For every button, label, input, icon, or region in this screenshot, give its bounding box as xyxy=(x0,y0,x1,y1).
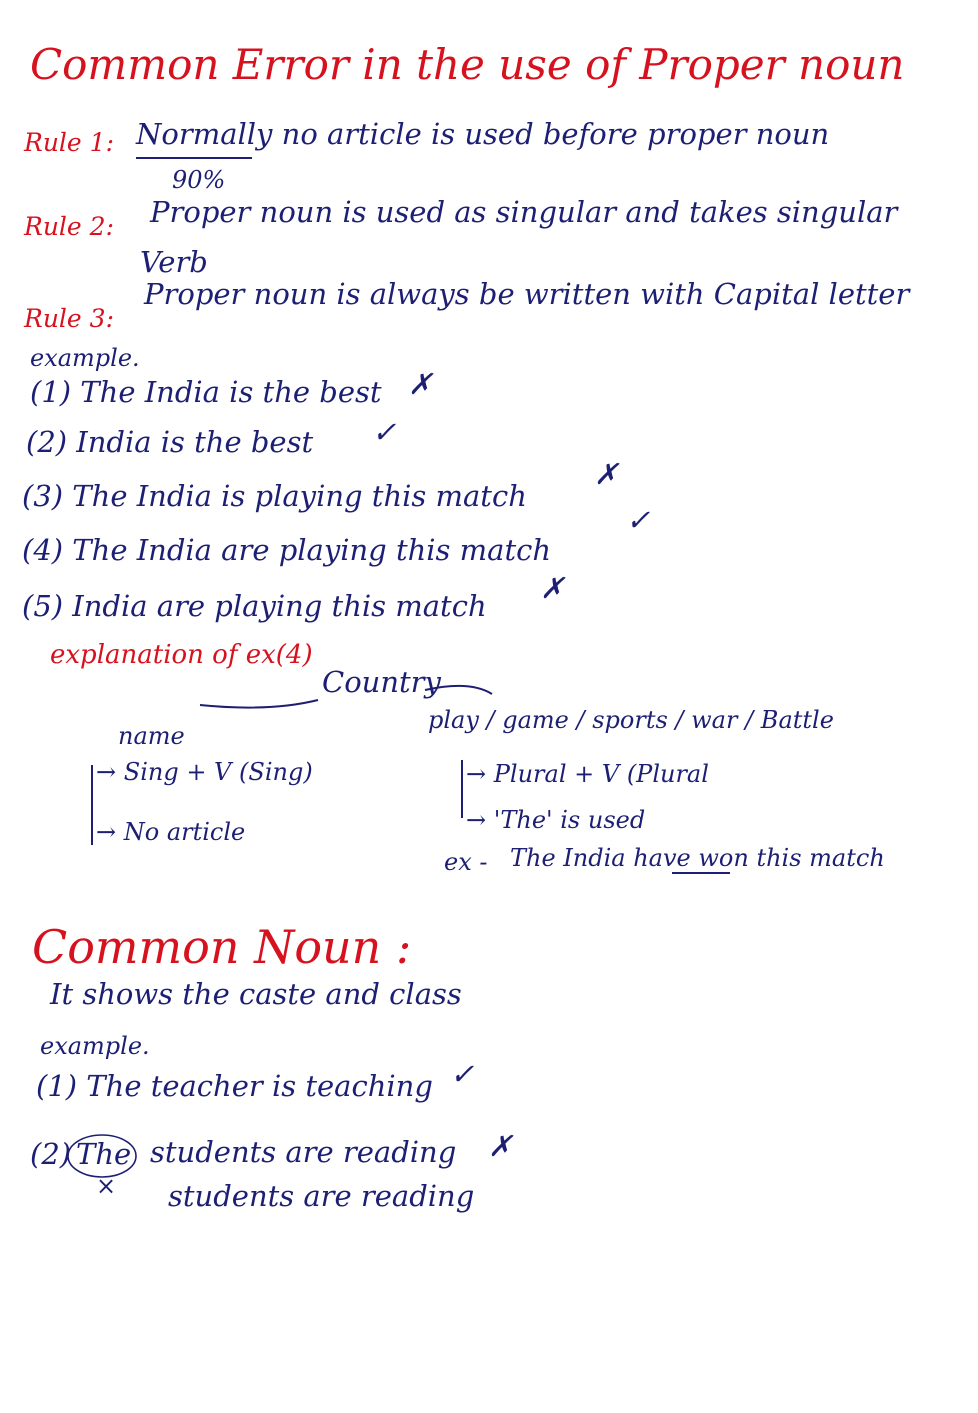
example-3: (3) The India is playing this match xyxy=(22,479,527,513)
diagram-right-item-1: → Plural + V (Plural xyxy=(466,760,709,788)
diagram-ex-sentence: The India have won this match xyxy=(510,844,885,872)
common-noun-heading: Common Noun : xyxy=(32,920,412,974)
example-2: (2) India is the best xyxy=(26,425,314,459)
common-example-1-check-icon: ✓ xyxy=(450,1057,475,1091)
rule-3-label: Rule 3: xyxy=(24,304,114,333)
explanation-title: explanation of ex(4) xyxy=(50,640,313,670)
example-5-cross-icon: ✗ xyxy=(540,571,565,605)
rule-3-text: Proper noun is always be written with Capital letter xyxy=(144,277,910,311)
rule-2-label: Rule 2: xyxy=(24,212,114,241)
the-crossed-out-icon: × xyxy=(96,1172,117,1200)
example-4: (4) The India are playing this match xyxy=(22,533,552,567)
diagram-left-item-1-text: Sing + V (Sing) xyxy=(123,758,313,786)
common-example-2-number: (2) xyxy=(30,1137,72,1171)
diagram-left-item-2: → No article xyxy=(96,818,246,846)
rule-1-text: Normally no article is used before proper noun xyxy=(136,117,830,151)
rule-2-continuation: Verb xyxy=(140,245,208,279)
page-title: Common Error in the use of Proper noun xyxy=(30,40,905,89)
example-3-cross-icon: ✗ xyxy=(594,457,619,491)
diagram-right-item-1-text: Plural + V (Plural xyxy=(493,760,709,788)
common-example-2-cross-icon: ✗ xyxy=(488,1129,513,1163)
rule-2-text: Proper noun is used as singular and takes singular xyxy=(150,195,898,229)
example-label: example. xyxy=(30,344,140,372)
diagram-left-item-2-text: No article xyxy=(123,818,246,846)
rule-1-label: Rule 1: xyxy=(24,128,114,157)
common-example-2-corrected: students are reading xyxy=(168,1179,475,1213)
diagram-right-item-2-text: 'The' is used xyxy=(493,806,646,834)
example-4-check-icon: ✓ xyxy=(626,503,651,537)
common-example-label: example. xyxy=(40,1032,150,1060)
diagram-right-item-2: → 'The' is used xyxy=(466,806,646,834)
example-2-check-icon: ✓ xyxy=(372,415,397,449)
diagram-right-head: play / game / sports / war / Battle xyxy=(428,706,834,734)
rule-1-note: 90% xyxy=(172,166,226,194)
common-example-2-the: The xyxy=(76,1137,132,1171)
common-example-1: (1) The teacher is teaching xyxy=(36,1069,433,1103)
diagram-country: Country xyxy=(322,665,441,699)
example-5: (5) India are playing this match xyxy=(22,589,487,623)
example-1-cross-icon: ✗ xyxy=(408,367,433,401)
diagram-ex-label: ex - xyxy=(444,848,488,876)
diagram-left-head: name xyxy=(118,722,185,750)
diagram-left-item-1: → Sing + V (Sing) xyxy=(96,758,313,786)
common-example-2: students are reading xyxy=(150,1135,457,1169)
example-1: (1) The India is the best xyxy=(30,375,382,409)
common-noun-definition: It shows the caste and class xyxy=(50,977,462,1011)
